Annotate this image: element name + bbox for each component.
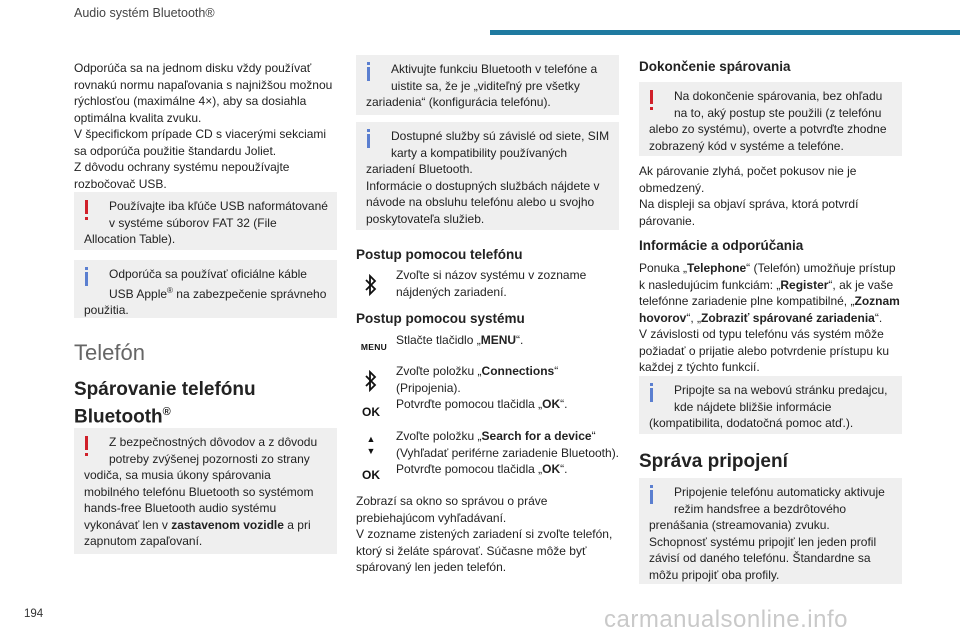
header-title: Audio systém Bluetooth® (74, 6, 215, 20)
up-down-arrows-icon: ▲ ▼ (366, 434, 376, 456)
warning-box-finish: Na dokončenie spárovania, bez ohľadu na to, aký postup ste použili (z telefónu alebo zo systému), overte a potvrďte zhodne zobrazený kód v systéme a telefóne. (639, 82, 902, 156)
info-box-connection: Pripojenie telefónu automaticky aktivuje režim handsfree a bezdrôtového prenášania (streamovania) zvuku. Schopnosť systému pripojiť len jeden profil závisí od daného telefónu. Štandardne sa môžu pripojiť oba profily. (639, 478, 902, 584)
info-icon (367, 67, 370, 81)
ok-button-icon: OK (362, 468, 380, 482)
section-title-telefon: Telefón (74, 340, 145, 365)
info-box-apple: Odporúča sa používať oficiálne káble USB Apple® na zabezpečenie správneho použitia. (74, 260, 337, 318)
ok-button-icon: OK (362, 405, 380, 419)
warning-icon (85, 436, 88, 450)
info-box-activate: Aktivujte funkciu Bluetooth v telefóne a uistite sa, že je „viditeľný pre všetky zariadenia“ (konfigurácia telefónu). (356, 55, 619, 115)
warning-box-safety: Z bezpečnostných dôvodov a z dôvodu potreby zvýšenej pozornosti zo strany vodiča, sa musia úkony spárovania mobilného telefónu Bluetooth so systémom hands-free Bluetooth audio systému vykonávať len v zastavenom vozidle a pri zapnutom zapaľovaní. (74, 428, 337, 554)
info-recommendations-heading: Informácie a odporúčania (639, 238, 804, 253)
info-box-website: Pripojte sa na webovú stránku predajcu, kde nájdete bližšie informácie (kompatibilita, dodatočná pomoc atď.). (639, 376, 902, 434)
info-icon (85, 272, 88, 286)
warning-box-usb: Používajte iba kľúče USB naformátované v systéme súborov FAT 32 (File Allocation Table). (74, 192, 337, 250)
info-icon (650, 388, 653, 402)
header-accent-bar (490, 30, 960, 35)
info-box-services: Dostupné služby sú závislé od siete, SIM karty a kompatibility používaných zariadení Bluetooth. Informácie o dostupných službách nájdete v návode na obsluhu telefónu alebo u svojho poskytovateľa služieb. (356, 122, 619, 230)
step-press-menu: Stlačte tlačidlo „MENU“. (396, 333, 524, 347)
bluetooth-icon (360, 368, 382, 394)
step-connections: Zvoľte položku „Connections“ (Pripojenia). Potvrďte pomocou tlačidla „OK“. (396, 364, 568, 411)
intro-paragraph: Odporúča sa na jednom disku vždy používať rovnakú normu napaľovania s najnižšou možnou rýchlosťou (maximálne 4×), aby sa dosiahla optimálna kvalita zvuku. V špecifickom prípade CD s viacerými sekciami sa odporúča použitie štandardu Joliet. Z dôvodu ochrany systému nepoužívajte rozbočovač USB. (74, 61, 333, 191)
phone-procedure-heading: Postup pomocou telefónu (356, 247, 523, 262)
step-search-device: Zvoľte položku „Search for a device“ (Vyhľadať periférne zariadenie Bluetooth). Potvrďte pomocou tlačidla „OK“. (396, 429, 620, 476)
telephone-menu-paragraph: Ponuka „Telephone“ (Telefón) umožňuje prístup k nasledujúcim funkciám: „Register“, ak je vaše telefónne zariadenie plne kompatibilné, „Zoznam hovorov“, „Zobraziť spárované zariadenia“. V závislosti od typu telefónu vás systém môže požiadať o prijatie alebo potvrdenie prístupu ku každej z týchto funkcií. (639, 261, 900, 374)
pairing-title: Spárovanie telefónu Bluetooth® (74, 379, 256, 428)
menu-button-icon: MENU (360, 342, 388, 352)
search-result-paragraph: Zobrazí sa okno so správou o práve prebiehajúcom vyhľadávaní. V zozname zistených zariadení si zvoľte telefón, ktorý si želáte spárovať. Súčasne môže byť spárovaný len jeden telefón. (356, 494, 613, 574)
finish-pairing-heading: Dokončenie spárovania (639, 59, 791, 74)
watermark: carmanualsonline.info (604, 606, 848, 633)
info-icon (367, 134, 370, 148)
connection-management-title: Správa pripojení (639, 451, 788, 472)
info-icon (650, 490, 653, 504)
pairing-fail-paragraph: Ak párovanie zlyhá, počet pokusov nie je obmedzený. Na displeji sa objaví správa, ktorá potvrdí párovanie. (639, 164, 859, 228)
warning-icon (85, 200, 88, 214)
warning-icon (650, 90, 653, 104)
system-procedure-heading: Postup pomocou systému (356, 311, 525, 326)
bluetooth-icon (360, 272, 382, 298)
page-number: 194 (24, 608, 44, 620)
phone-step-text: Zvoľte si názov systému v zozname nájdených zariadení. (396, 268, 587, 299)
